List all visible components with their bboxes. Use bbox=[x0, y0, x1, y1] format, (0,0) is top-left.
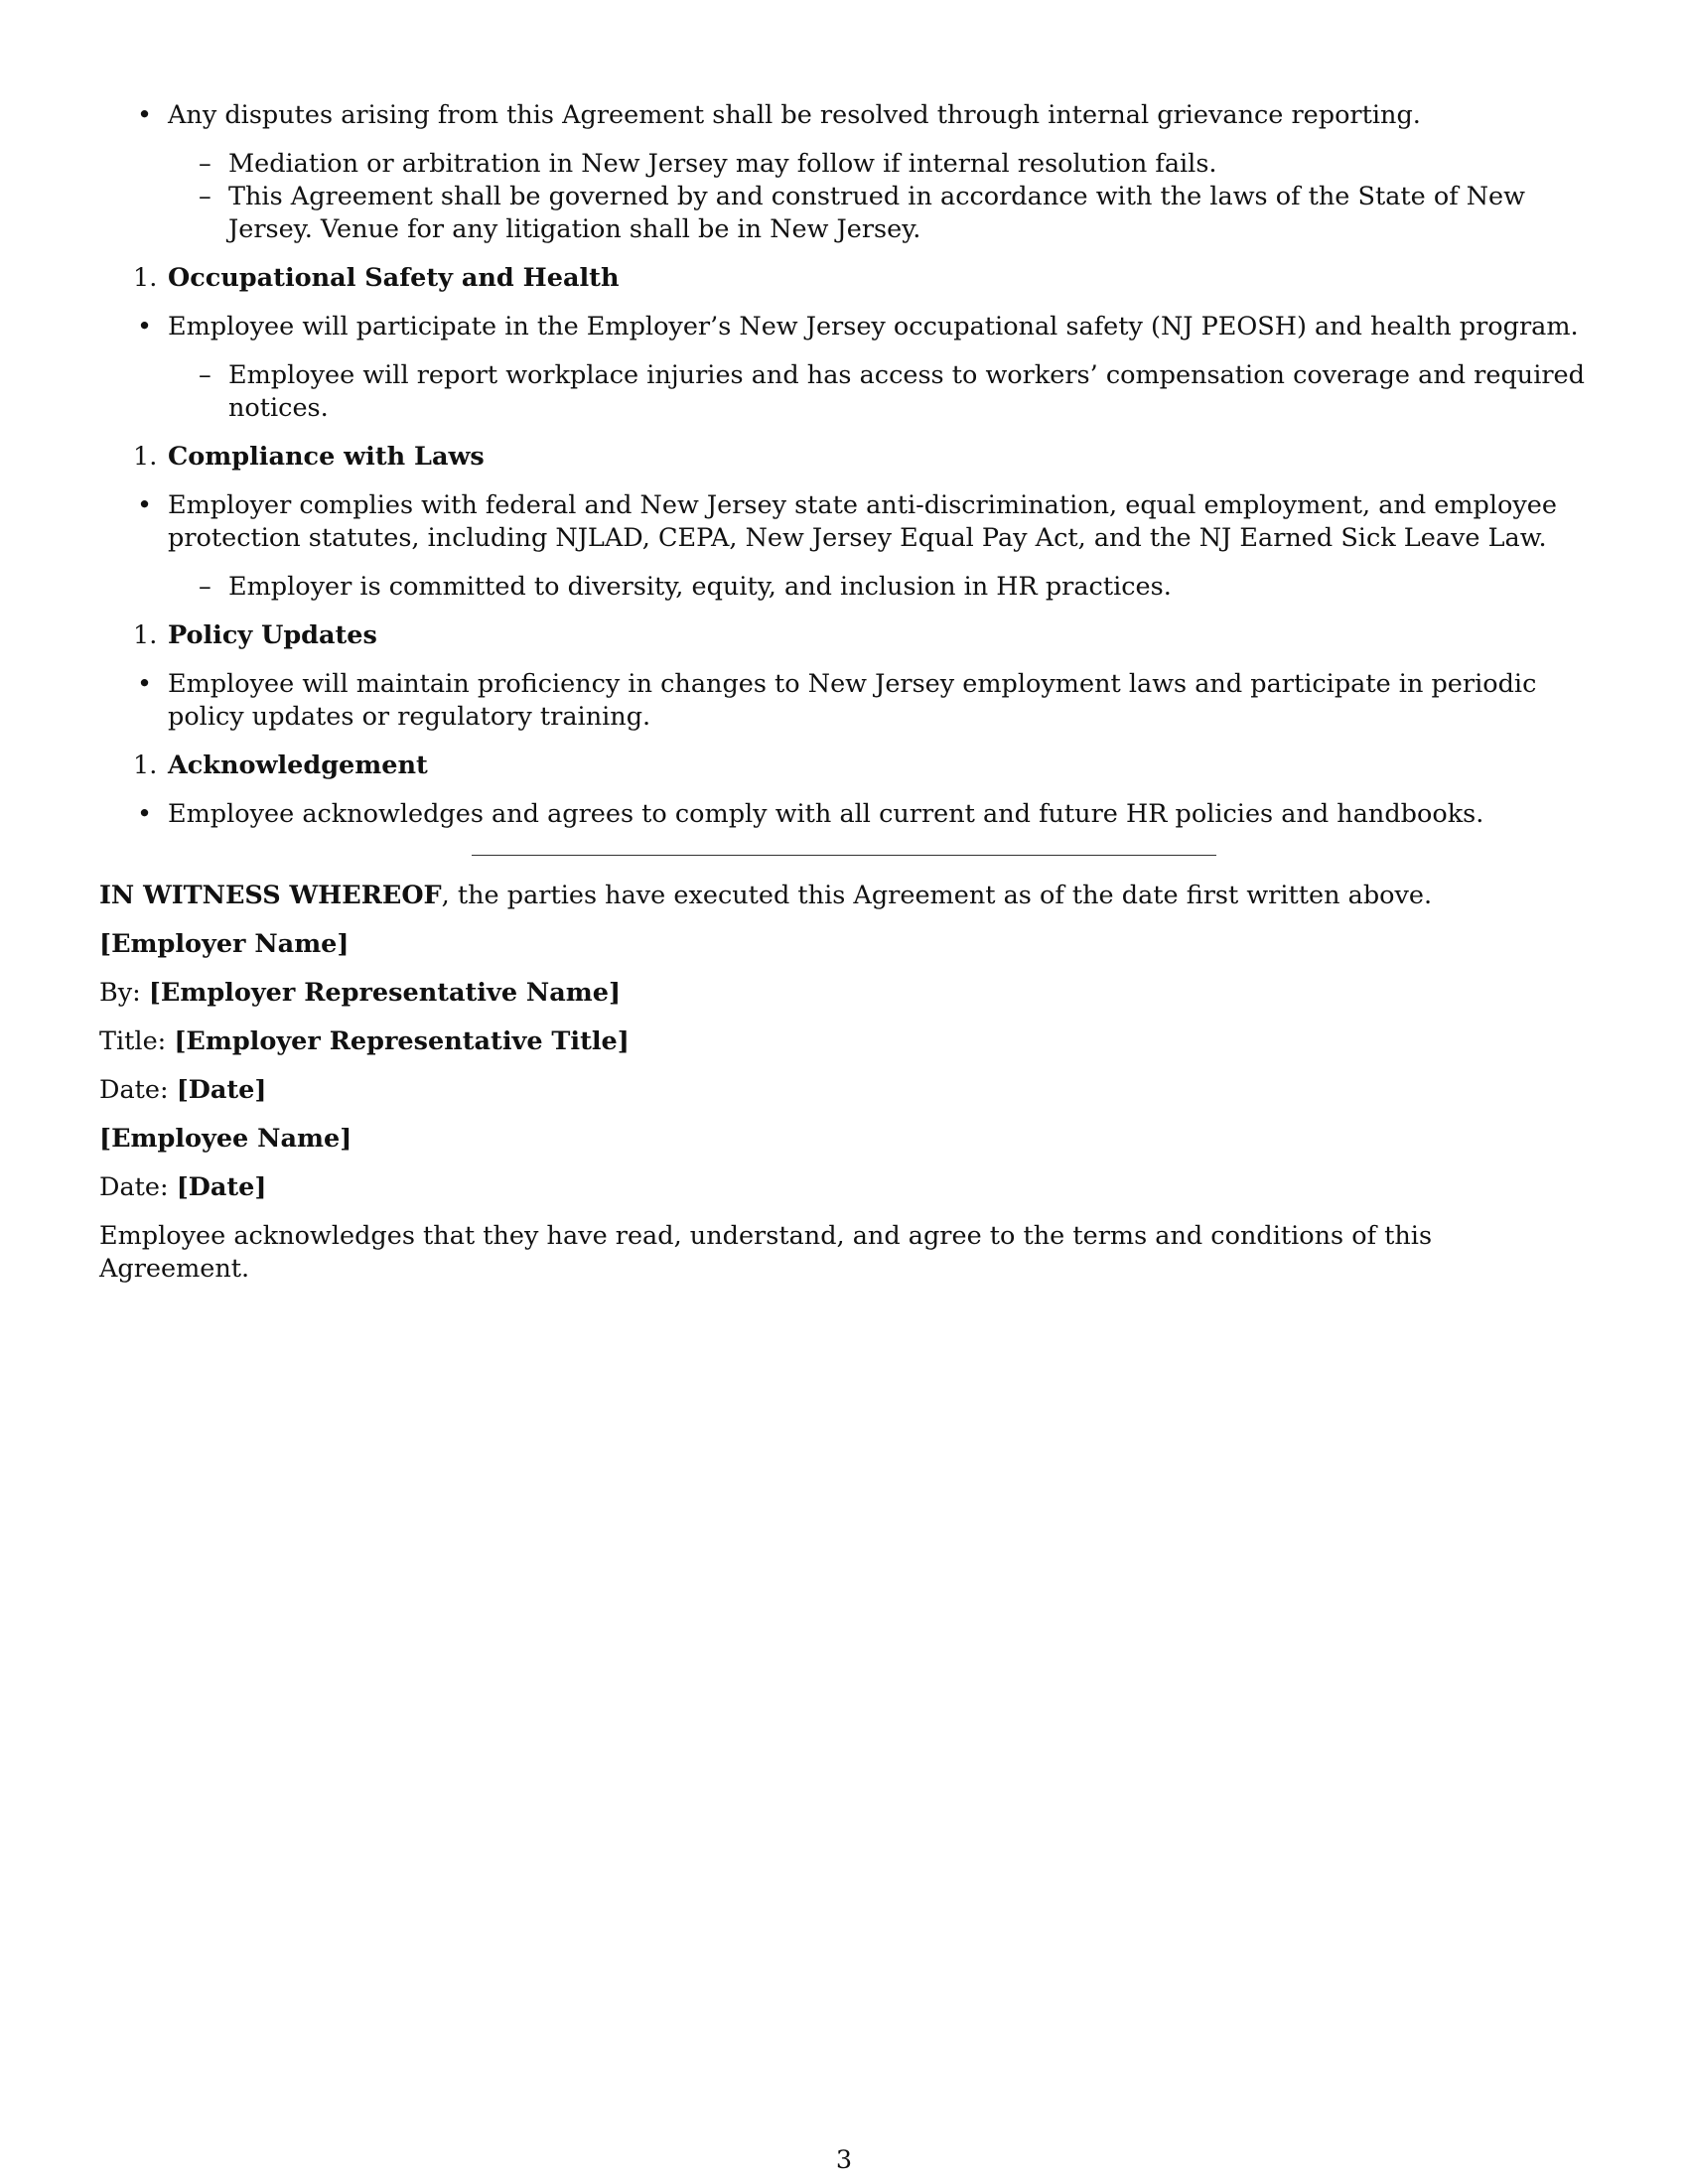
section-number: 1. bbox=[133, 751, 158, 780]
by-label: By: bbox=[99, 978, 149, 1008]
acknowledgement-text: Employee acknowledges and agrees to comply with all current and future HR policies and handbooks. bbox=[168, 799, 1484, 829]
safety-text: Employee will participate in the Employer’s New Jersey occupational safety (NJ PEOSH) and health program. bbox=[168, 312, 1579, 341]
date-label: Date: bbox=[99, 1172, 177, 1202]
bullet-marker: • bbox=[137, 669, 153, 699]
document-page bbox=[99, 99, 1589, 1301]
horizontal-divider bbox=[472, 855, 1216, 856]
employer-representative-line bbox=[99, 977, 1589, 1010]
employer-date-line bbox=[99, 1074, 1589, 1107]
bullet-marker: • bbox=[137, 799, 153, 829]
list-item-compliance bbox=[99, 489, 1589, 555]
employee-date-line bbox=[99, 1171, 1589, 1204]
section-number: 1. bbox=[133, 620, 158, 650]
bullet-marker: • bbox=[137, 100, 153, 130]
sub-list-item bbox=[99, 359, 1589, 425]
witness-text: , the parties have executed this Agreement as of the date first written above. bbox=[441, 881, 1433, 910]
section-title: Acknowledgement bbox=[168, 751, 428, 780]
bullet-marker: • bbox=[137, 312, 153, 341]
representative-title-placeholder: [Employer Representative Title] bbox=[174, 1026, 630, 1056]
dash-marker: – bbox=[199, 572, 211, 602]
sub-list-item bbox=[99, 148, 1589, 181]
representative-name-placeholder: [Employer Representative Name] bbox=[148, 978, 622, 1008]
list-item-disputes bbox=[99, 99, 1589, 132]
sub-item-text: Mediation or arbitration in New Jersey may follow if internal resolution fails. bbox=[228, 149, 1217, 179]
section-number: 1. bbox=[133, 263, 158, 293]
section-number: 1. bbox=[133, 442, 158, 472]
sub-list-item bbox=[99, 181, 1589, 246]
sub-item-text: Employer is committed to diversity, equity, and inclusion in HR practices. bbox=[228, 572, 1172, 602]
list-item-safety bbox=[99, 311, 1589, 343]
witness-heading: IN WITNESS WHEREOF bbox=[99, 881, 442, 910]
section-heading-compliance bbox=[99, 441, 1589, 474]
list-item-policy bbox=[99, 668, 1589, 734]
page-number: 3 bbox=[835, 2145, 853, 2175]
section-heading-safety bbox=[99, 262, 1589, 295]
section-title: Compliance with Laws bbox=[168, 442, 485, 472]
dash-marker: – bbox=[199, 360, 211, 390]
dash-marker: – bbox=[199, 149, 211, 179]
disputes-sub-list bbox=[99, 148, 1589, 246]
title-label: Title: bbox=[99, 1026, 175, 1056]
employer-title-line bbox=[99, 1025, 1589, 1058]
sub-item-text: This Agreement shall be governed by and construed in accordance with the laws of the State of New Jersey. Venue for any litigation shall be in New Jersey. bbox=[228, 182, 1525, 244]
policy-text: Employee will maintain proficiency in changes to New Jersey employment laws and participate in periodic policy updates or regulatory training. bbox=[168, 669, 1537, 732]
compliance-text: Employer complies with federal and New Jersey state anti-discrimination, equal employment, and employee protection statutes, including NJLAD, CEPA, New Jersey Equal Pay Act, and the NJ Earned Sick Leave Law. bbox=[168, 490, 1557, 553]
date-label: Date: bbox=[99, 1075, 177, 1105]
dash-marker: – bbox=[199, 182, 211, 211]
section-heading-policy bbox=[99, 619, 1589, 652]
sub-list-item bbox=[99, 571, 1589, 604]
witness-statement bbox=[99, 880, 1589, 912]
employee-name-placeholder: [Employee Name] bbox=[99, 1124, 352, 1154]
disputes-text: Any disputes arising from this Agreement shall be resolved through internal grievance reporting. bbox=[168, 100, 1421, 130]
list-item-acknowledgement bbox=[99, 798, 1589, 831]
section-title: Occupational Safety and Health bbox=[168, 263, 620, 293]
sub-item-text: Employee will report workplace injuries and has access to workers’ compensation coverage and required notices. bbox=[228, 360, 1585, 423]
date-placeholder: [Date] bbox=[176, 1172, 267, 1202]
date-placeholder: [Date] bbox=[176, 1075, 267, 1105]
compliance-sub-list bbox=[99, 571, 1589, 604]
section-heading-acknowledgement bbox=[99, 750, 1589, 782]
employer-name-placeholder: [Employer Name] bbox=[99, 929, 350, 959]
bullet-marker: • bbox=[137, 490, 153, 520]
safety-sub-list bbox=[99, 359, 1589, 425]
employee-acknowledgement-statement: Employee acknowledges that they have read, understand, and agree to the terms and conditions of this Agreement. bbox=[99, 1221, 1433, 1284]
section-title: Policy Updates bbox=[168, 620, 377, 650]
